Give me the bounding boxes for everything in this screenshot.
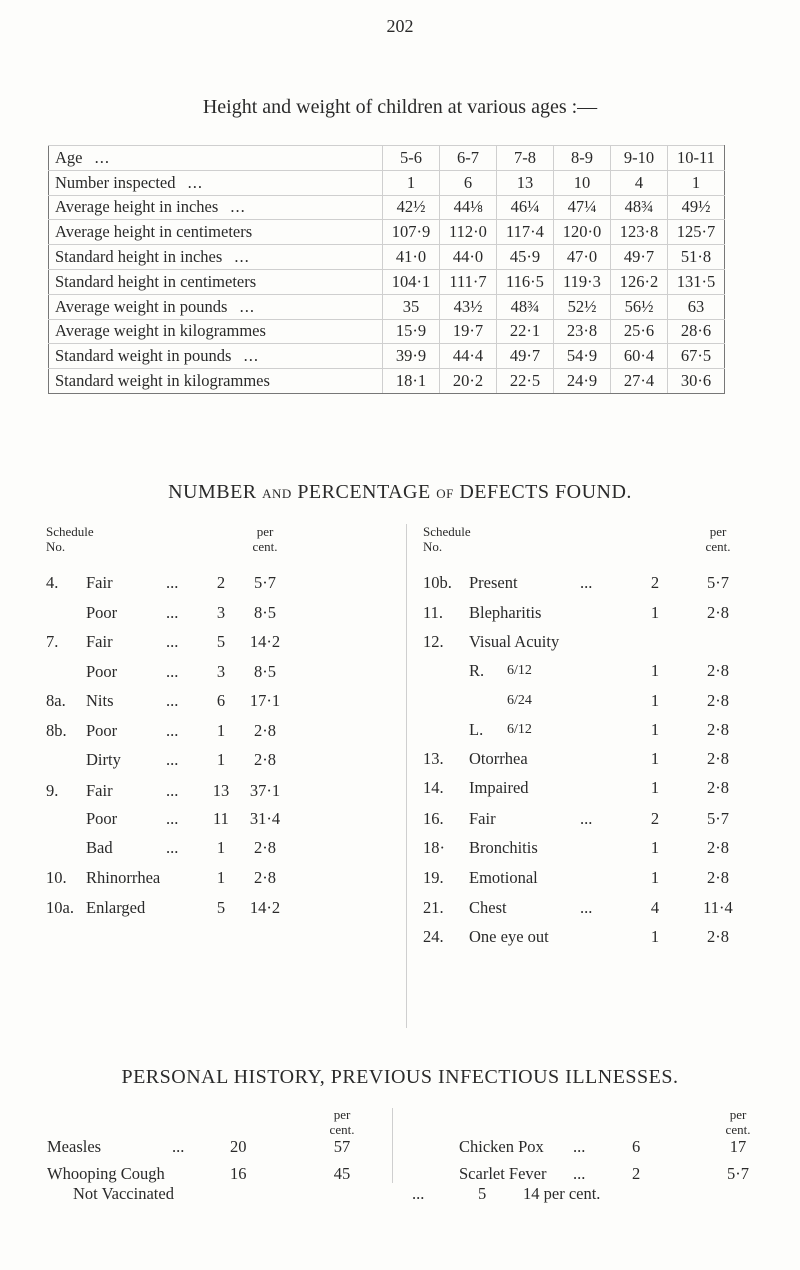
table-cell: 41·0 [383,245,440,270]
table-cell: 28·6 [668,319,725,344]
defect-name: Impaired [469,778,529,797]
defect-name: Present [469,573,518,592]
dots: ... [172,1137,185,1156]
table-cell: 51·8 [668,245,725,270]
defect-name: Enlarged [86,898,146,917]
table-cell: 30·6 [668,369,725,394]
percent: 57 [333,1137,351,1156]
count: 1 [650,749,660,768]
percent: 14·2 [249,898,281,917]
table-cell: 24·9 [554,369,611,394]
table-cell: 8-9 [554,146,611,171]
dots: ... [580,809,593,828]
row-label: Standard weight in kilogrammes [49,369,383,394]
dots: ... [166,662,179,681]
table-cell: 35 [383,294,440,319]
percent: 14·2 [249,632,281,651]
percent: 2·8 [707,927,729,946]
table-cell: 6-7 [440,146,497,171]
table-cell: 39·9 [383,344,440,369]
table-cell: 5-6 [383,146,440,171]
count: 16 [230,1164,247,1183]
count: 1 [650,603,660,622]
count: 6 [632,1137,641,1156]
percent: 17 [729,1137,747,1156]
history-title: PERSONAL HISTORY, PREVIOUS INFECTIOUS ILLNESSES. [121,1066,679,1088]
schedule-number: 12. [423,632,444,651]
illness-name: Whooping Cough [47,1164,165,1183]
list-item [0,838,800,862]
table-cell: 44·4 [440,344,497,369]
not-vaccinated-percent: 14 per cent. [523,1184,601,1203]
count: 1 [650,661,660,680]
percent: 17·1 [249,691,281,710]
table-cell: 131·5 [668,269,725,294]
list-item [0,868,800,892]
defect-name: Fair [86,573,113,592]
list-item [0,720,800,744]
percent: 5·7 [727,1164,749,1183]
table-cell: 1 [668,170,725,195]
dots: ... [166,750,179,769]
page-number: 202 [386,16,414,36]
list-item [0,809,800,833]
fraction: 6/12 [507,663,532,678]
percent: 2·8 [707,778,729,797]
percent: 2·8 [707,661,729,680]
count: 1 [650,778,660,797]
defects-divider [406,524,407,1028]
table-row [49,344,725,369]
defect-name: Fair [86,632,113,651]
table-cell: 7-8 [497,146,554,171]
count: 2 [632,1164,641,1183]
table-cell: 126·2 [611,269,668,294]
defect-name: Chest [469,898,507,917]
table-row [49,146,725,171]
table-cell: 43½ [440,294,497,319]
table-cell: 46¼ [497,195,554,220]
list-item [0,603,800,627]
table-cell: 45·9 [497,245,554,270]
schedule-number: 7. [46,632,59,651]
schedule-number: 21. [423,898,444,917]
percent: 2·8 [707,838,729,857]
table-row [49,170,725,195]
table-cell: 54·9 [554,344,611,369]
left-schedule-header: Schedule No. [46,524,94,554]
count: 2 [650,809,660,828]
row-label: Standard height in centimeters [49,269,383,294]
count: 1 [650,927,660,946]
defect-name: Rhinorrhea [86,868,161,887]
not-vaccinated-label: Not Vaccinated [73,1184,174,1203]
percent: 8·5 [254,662,276,681]
dots: ... [166,781,179,800]
dots: ... [580,573,593,592]
table-cell: 22·5 [497,369,554,394]
height-weight-table [48,145,725,394]
table-row [49,294,725,319]
schedule-number: 13. [423,749,444,768]
defect-name: Poor [86,809,118,828]
schedule-number: 8a. [46,691,66,710]
not-vaccinated-count: 5 [478,1184,487,1203]
schedule-number: 10a. [46,898,74,917]
table-cell: 15·9 [383,319,440,344]
defect-name: Fair [469,809,496,828]
dots: ... [573,1137,586,1156]
schedule-number: 11. [423,603,444,622]
dots: ... [580,898,593,917]
table-cell: 56½ [611,294,668,319]
illness-name: Scarlet Fever [459,1164,547,1183]
left-percent-header: per cent. [252,524,278,554]
right-schedule-header: Schedule No. [423,524,471,554]
count: 2 [216,573,226,592]
percent: 8·5 [254,603,276,622]
defect-name: Bronchitis [469,838,538,857]
count: 1 [650,868,660,887]
not-vaccinated-dots: ... [412,1184,425,1203]
table-cell: 49½ [668,195,725,220]
percent: 2·8 [707,720,729,739]
table-row [49,245,725,270]
row-label: Average height in centimeters [49,220,383,245]
list-item [0,691,800,715]
list-item [0,661,800,685]
count: 5 [216,898,226,917]
count: 1 [650,720,660,739]
schedule-number: 9. [46,781,59,800]
count: 2 [650,573,660,592]
list-item [0,749,800,773]
table-cell: 18·1 [383,369,440,394]
table-cell: 112·0 [440,220,497,245]
illness-name: Measles [47,1137,102,1156]
percent: 11·4 [703,898,733,917]
count: 3 [216,603,226,622]
table-cell: 10-11 [668,146,725,171]
list-item [0,898,800,922]
defect-name: Visual Acuity [469,632,560,651]
table-cell: 120·0 [554,220,611,245]
count: 13 [212,781,230,800]
table-cell: 125·7 [668,220,725,245]
defect-name: One eye out [469,927,549,946]
table-cell: 25·6 [611,319,668,344]
percent: 5·7 [707,809,729,828]
history-left-percent-header: per cent. [329,1107,355,1137]
percent: 2·8 [254,750,276,769]
row-label: Average weight in pounds ... [49,294,383,319]
table-row [49,269,725,294]
defect-name: Fair [86,781,113,800]
defect-name: Dirty [86,750,121,769]
table-cell: 119·3 [554,269,611,294]
table-row [49,369,725,394]
table-cell: 10 [554,170,611,195]
table-cell: 48¾ [497,294,554,319]
schedule-number: 8b. [46,721,67,740]
table-cell: 27·4 [611,369,668,394]
table-cell: 117·4 [497,220,554,245]
count: 5 [216,632,226,651]
table-row [49,220,725,245]
percent: 2·8 [254,838,276,857]
list-item [0,573,800,597]
percent: 2·8 [707,749,729,768]
schedule-number: 10b. [423,573,452,592]
schedule-number: 24. [423,927,444,946]
schedule-number: 16. [423,809,444,828]
table-cell: 123·8 [611,220,668,245]
count: 6 [216,691,226,710]
table-cell: 60·4 [611,344,668,369]
count: 11 [213,809,229,828]
table-cell: 22·1 [497,319,554,344]
list-item [0,927,800,951]
defect-name: Nits [86,691,114,710]
count: 1 [216,868,226,887]
table-cell: 49·7 [611,245,668,270]
table-cell: 20·2 [440,369,497,394]
row-label: Standard weight in pounds ... [49,344,383,369]
dots: ... [166,632,179,651]
dots: ... [166,573,179,592]
list-item [0,632,800,656]
row-label: Number inspected ... [49,170,383,195]
count: 1 [650,838,660,857]
list-item [0,778,800,802]
table-cell: 23·8 [554,319,611,344]
table-cell: 52½ [554,294,611,319]
count: 3 [216,662,226,681]
history-right-percent-header: per cent. [725,1107,751,1137]
fraction: 6/12 [507,722,532,737]
row-label: Age ... [49,146,383,171]
percent: 31·4 [249,809,281,828]
defect-name: Blepharitis [469,603,542,622]
defect-name: Otorrhea [469,749,528,768]
schedule-number: 4. [46,573,59,592]
defect-name: Poor [86,662,118,681]
count: 20 [230,1137,247,1156]
table-cell: 4 [611,170,668,195]
count: 1 [216,750,226,769]
table-cell: 44·0 [440,245,497,270]
percent: 2·8 [707,868,729,887]
table-cell: 49·7 [497,344,554,369]
defect-name: Poor [86,721,118,740]
table-cell: 9-10 [611,146,668,171]
defects-title: NUMBER AND PERCENTAGE OF DEFECTS FOUND. [168,481,632,503]
table-cell: 107·9 [383,220,440,245]
illness-name: Chicken Pox [459,1137,544,1156]
table-row [49,195,725,220]
percent: 5·7 [707,573,729,592]
table-cell: 19·7 [440,319,497,344]
schedule-number: 10. [46,868,67,887]
table-cell: 63 [668,294,725,319]
list-item [0,1137,800,1161]
fraction: 6/24 [507,693,532,708]
dots: ... [166,603,179,622]
percent: 2·8 [707,691,729,710]
table-cell: 6 [440,170,497,195]
table-cell: 116·5 [497,269,554,294]
count: 1 [216,721,226,740]
dots: ... [166,721,179,740]
schedule-number: 19. [423,868,444,887]
defect-name: Emotional [469,868,538,887]
row-label: Standard height in inches ... [49,245,383,270]
percent: 37·1 [249,781,281,800]
defect-name: L. [469,720,484,739]
table-cell: 48¾ [611,195,668,220]
dots: ... [573,1164,586,1183]
table-cell: 42½ [383,195,440,220]
table-cell: 44⅛ [440,195,497,220]
table-cell: 13 [497,170,554,195]
dots: ... [166,691,179,710]
count: 1 [216,838,226,857]
count: 1 [650,691,660,710]
percent: 2·8 [254,721,276,740]
table-cell: 104·1 [383,269,440,294]
row-label: Average weight in kilogrammes [49,319,383,344]
table-cell: 111·7 [440,269,497,294]
defect-name: Bad [86,838,113,857]
table-title: Height and weight of children at various ages :— [202,96,598,118]
table-cell: 47¼ [554,195,611,220]
row-label: Average height in inches ... [49,195,383,220]
percent: 2·8 [707,603,729,622]
dots: ... [166,809,179,828]
dots: ... [166,838,179,857]
percent: 2·8 [254,868,276,887]
right-percent-header: per cent. [705,524,731,554]
percent: 45 [333,1164,351,1183]
defect-name: R. [469,661,485,680]
schedule-number: 14. [423,778,444,797]
table-row [49,319,725,344]
percent: 5·7 [254,573,276,592]
table-cell: 47·0 [554,245,611,270]
table-cell: 1 [383,170,440,195]
schedule-number: 18· [423,838,445,857]
table-cell: 67·5 [668,344,725,369]
count: 4 [650,898,660,917]
defect-name: Poor [86,603,118,622]
